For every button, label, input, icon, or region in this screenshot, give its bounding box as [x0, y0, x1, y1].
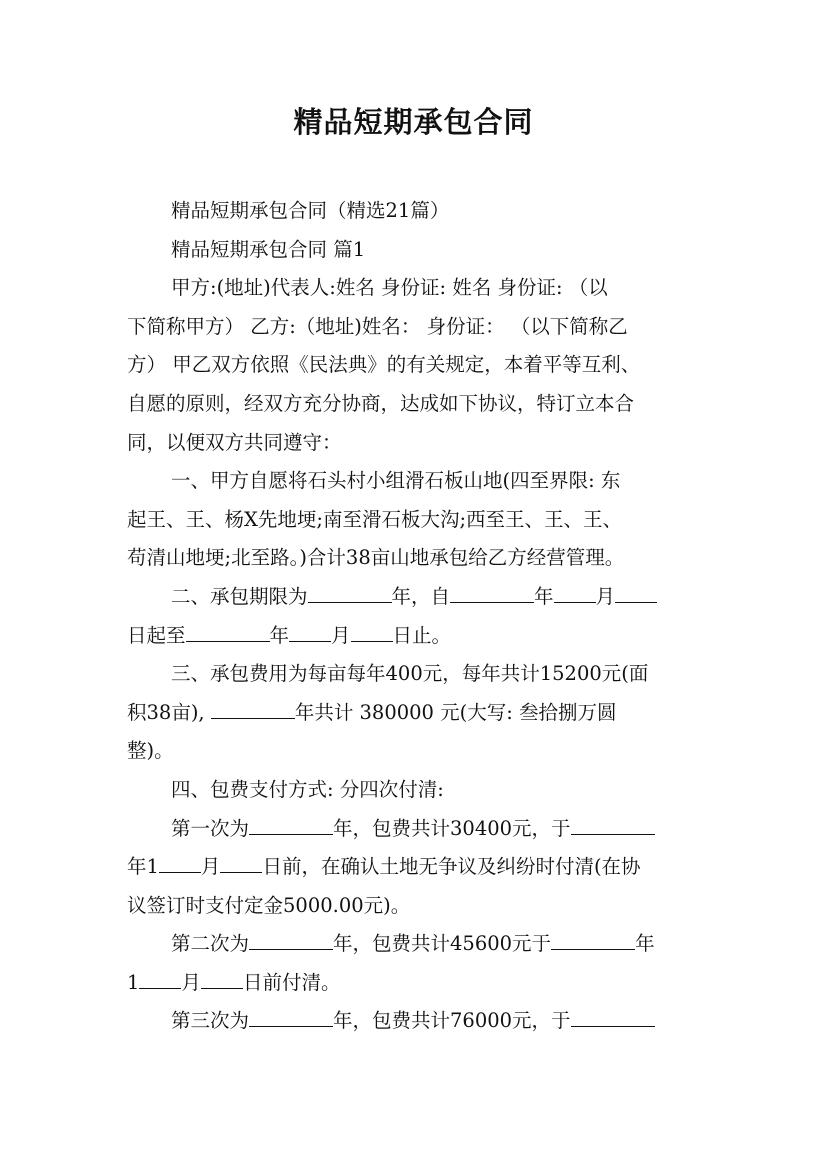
fill-blank [249, 1006, 333, 1027]
fill-blank [308, 582, 392, 603]
body-line [127, 346, 713, 385]
text-segment: 同，以便双方共同遵守： [127, 430, 342, 454]
fill-blank [571, 1006, 655, 1027]
body-line [127, 617, 713, 656]
body-line [127, 887, 713, 926]
document-title: 精品短期承包合同 [293, 105, 534, 139]
body-line [127, 308, 713, 347]
body-line [127, 462, 713, 501]
body-line [127, 848, 713, 887]
text-segment: 日前，在确认土地无争议及纠纷时付清(在协 [262, 855, 641, 879]
fill-blank [139, 968, 181, 989]
text-segment: 年1 [127, 855, 159, 879]
body-line [127, 231, 713, 270]
text-segment: 1 [127, 970, 140, 994]
text-segment: 日止。 [392, 623, 452, 647]
body-line [127, 501, 713, 540]
text-segment: 年，包费共计45600元于 [333, 932, 552, 956]
text-segment: 方） 甲乙双方依照《民法典》的有关规定，本着平等互利、 [127, 353, 641, 377]
body-line [127, 771, 713, 810]
fill-blank [186, 621, 270, 642]
body-line [127, 424, 713, 463]
text-segment: 第一次为 [171, 816, 250, 840]
text-segment: 四、包费支付方式: 分四次付清: [171, 777, 444, 801]
body-line [127, 385, 713, 424]
text-segment: 年 [534, 584, 554, 608]
text-segment: 年，包费共计30400元，于 [333, 816, 571, 840]
text-segment: 精品短期承包合同 篇1 [171, 237, 366, 261]
body-line [127, 964, 713, 1003]
fill-blank [211, 698, 295, 719]
fill-blank [571, 814, 655, 835]
text-segment: 自愿的原则，经双方充分协商，达成如下协议，特订立本合 [127, 391, 635, 415]
text-segment: 积38亩), [127, 700, 205, 724]
text-segment: 苟清山地埂;北至路。)合计38亩山地承包给乙方经营管理。 [127, 546, 625, 570]
text-segment: 下简称甲方） 乙方:（地址)姓名： 身份证： （以下简称乙 [127, 314, 628, 338]
text-segment: 年 [635, 932, 655, 956]
fill-blank [289, 621, 331, 642]
text-segment: 起王、王、杨X先地埂;南至滑石板大沟;西至王、王、王、 [127, 507, 623, 531]
document-body [127, 192, 713, 1041]
text-segment: 日前付清。 [242, 970, 341, 994]
fill-blank [554, 582, 596, 603]
body-line [127, 578, 713, 617]
text-segment: 月 [200, 855, 221, 879]
text-segment: 年，包费共计76000元，于 [333, 1009, 571, 1033]
body-line [127, 732, 713, 771]
text-segment: 日起至 [127, 623, 186, 647]
text-segment: 月 [181, 970, 201, 994]
fill-blank [450, 582, 534, 603]
text-segment: 月 [595, 584, 616, 608]
text-segment: 议签订时支付定金5000.00元)。 [127, 893, 411, 917]
fill-blank [201, 968, 243, 989]
fill-blank [551, 929, 635, 950]
text-segment: 精品短期承包合同（精选21篇） [171, 199, 450, 222]
text-segment: 月 [331, 623, 351, 647]
text-segment: 年，自 [391, 584, 451, 608]
text-segment: 整)。 [127, 739, 174, 763]
fill-blank [249, 929, 333, 950]
fill-blank [615, 582, 657, 603]
body-line [127, 694, 713, 733]
fill-blank [351, 621, 393, 642]
text-segment: 一、甲方自愿将石头村小组滑石板山地(四至界限: 东 [171, 469, 621, 493]
fill-blank [249, 814, 333, 835]
body-line [127, 1002, 713, 1041]
body-line [127, 810, 713, 849]
text-segment: 三、承包费用为每亩每年400元，每年共计15200元(面 [171, 662, 649, 686]
text-segment: 第三次为 [171, 1009, 250, 1033]
body-line [127, 192, 713, 231]
body-line [127, 269, 713, 308]
body-line [127, 655, 713, 694]
body-line [127, 925, 713, 964]
text-segment: 二、承包期限为 [171, 584, 308, 608]
text-segment: 甲方:(地址)代表人:姓名 身份证: 姓名 身份证: （以 [171, 276, 608, 300]
text-segment: 第二次为 [171, 932, 250, 956]
fill-blank [220, 852, 262, 873]
body-line [127, 539, 713, 578]
fill-blank [159, 852, 201, 873]
text-segment: 年共计 380000 元(大写: 叁拾捌万圆 [294, 700, 617, 724]
text-segment: 年 [269, 623, 290, 647]
